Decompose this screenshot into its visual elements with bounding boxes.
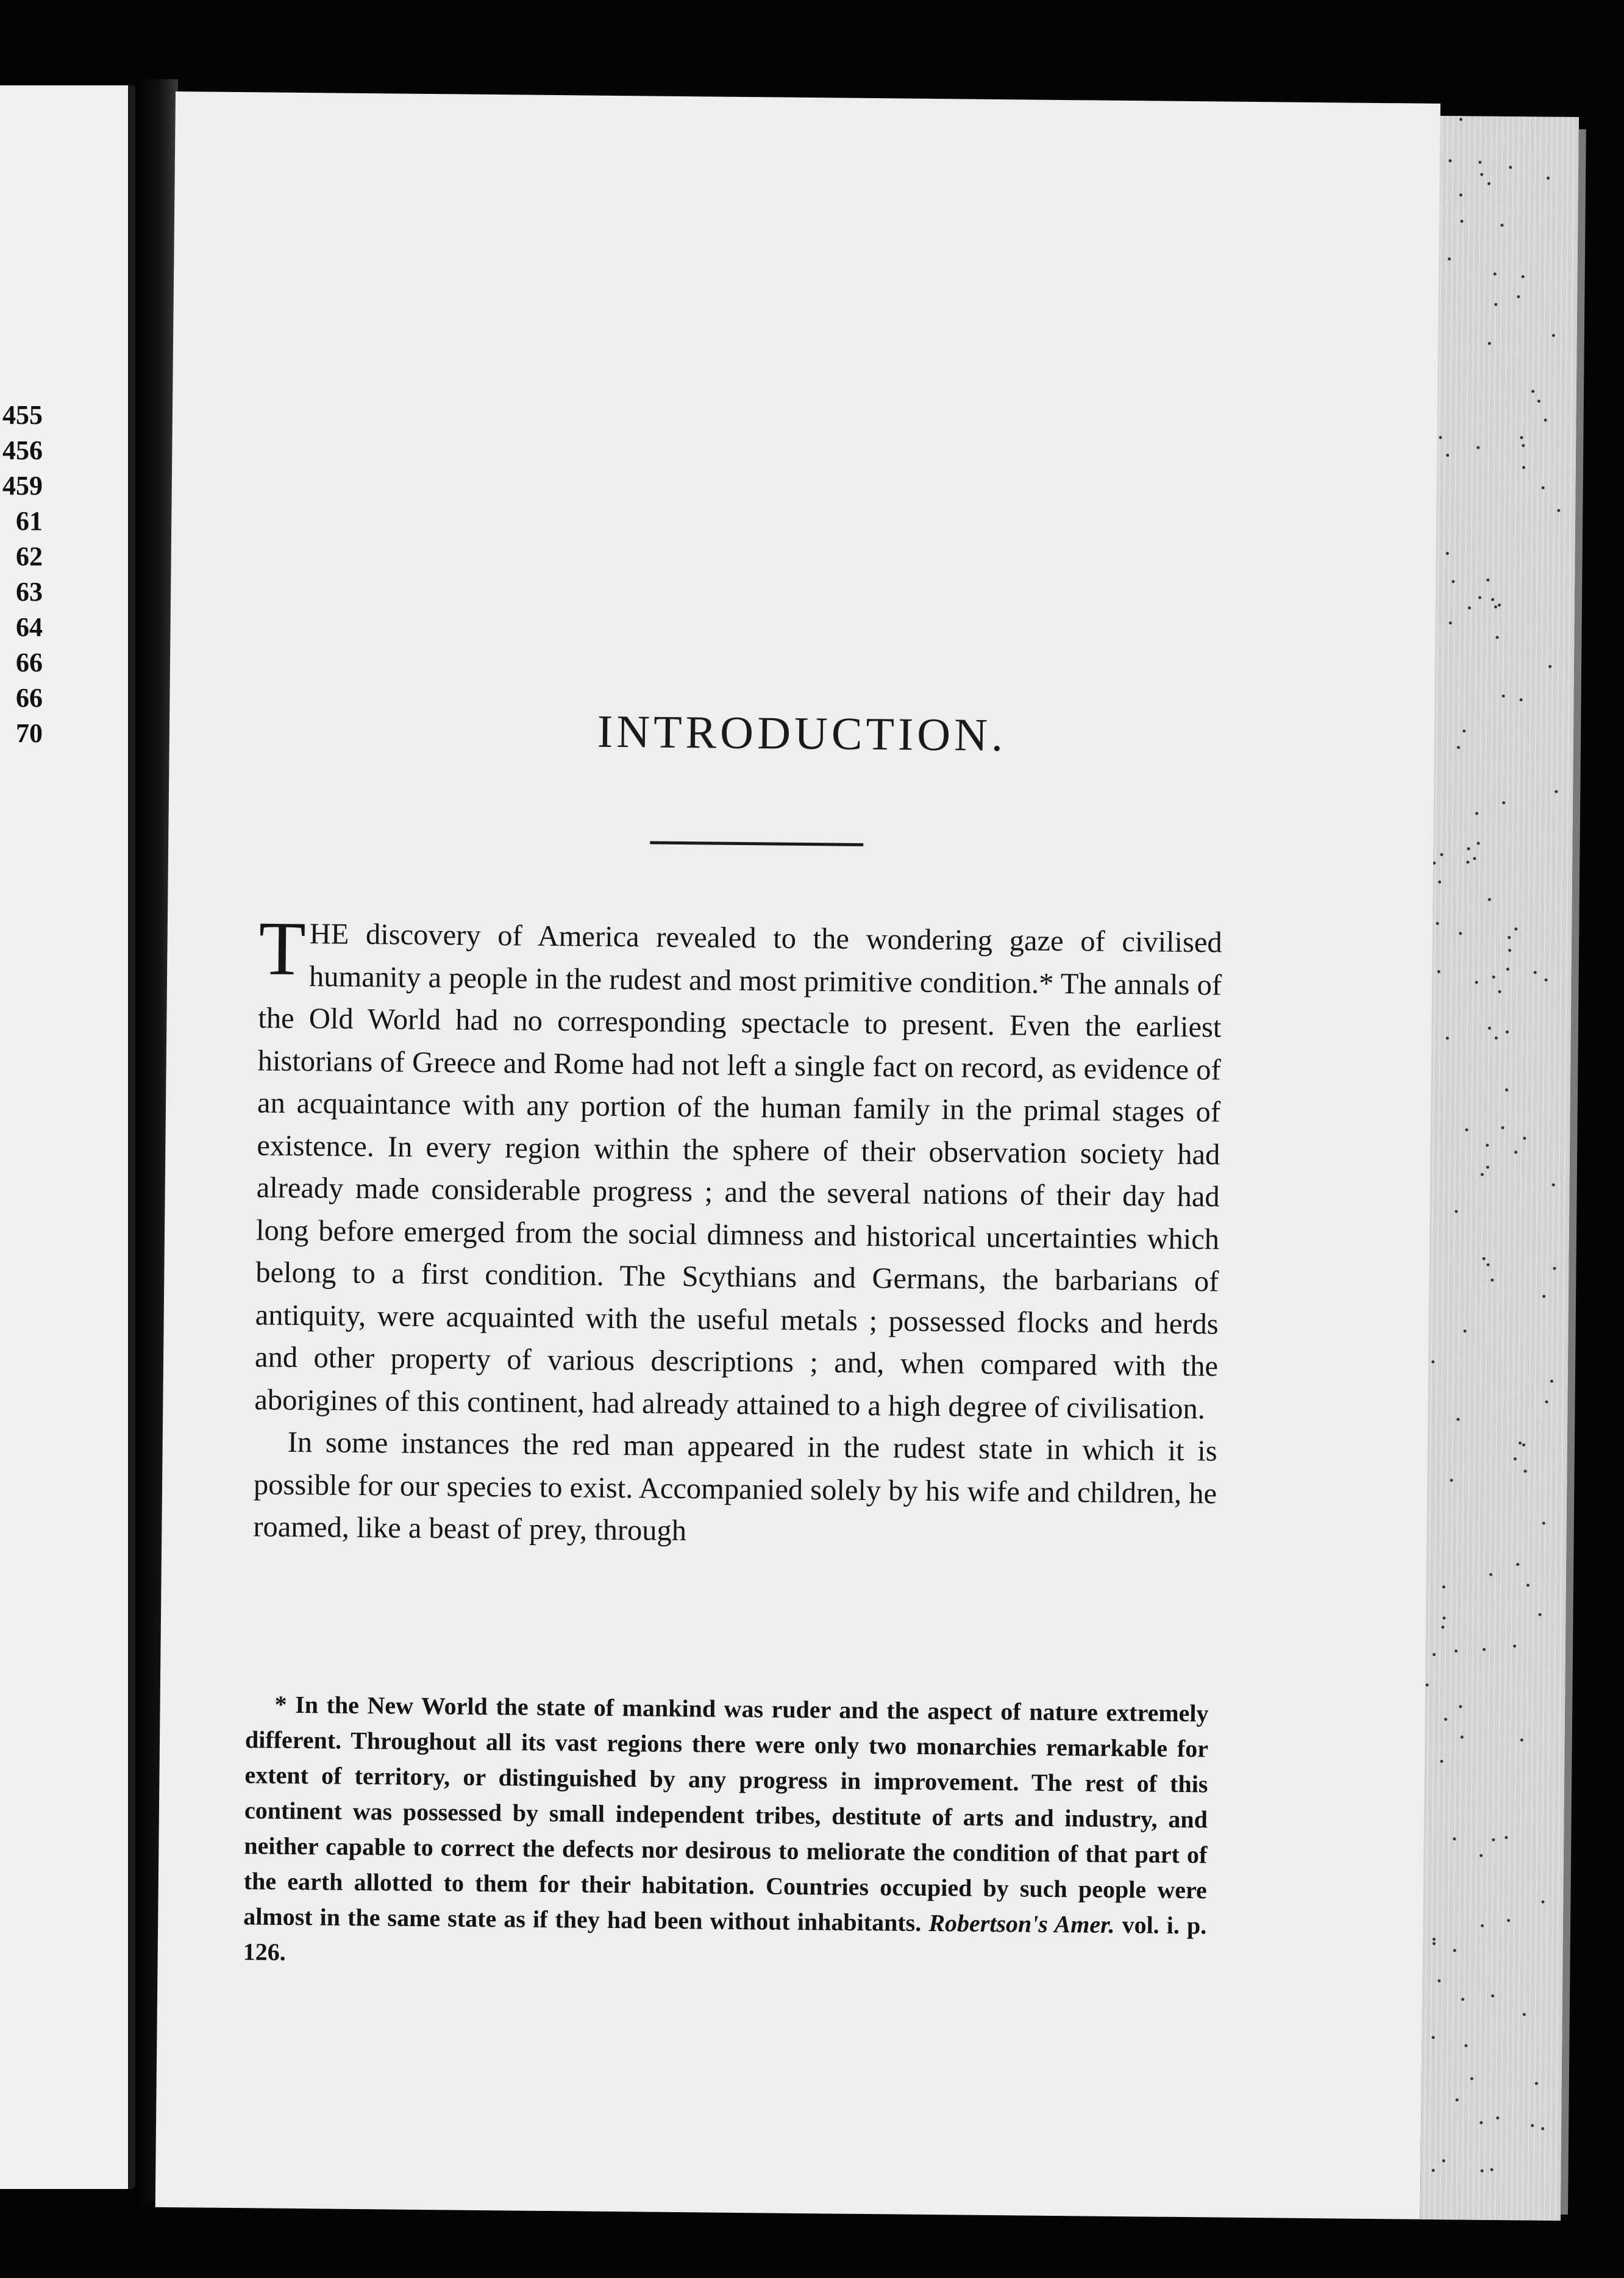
edge-speck [1523,1137,1526,1140]
page-number: 456 [2,435,43,465]
edge-speck [1548,665,1551,668]
edge-speck [1440,853,1443,856]
edge-speck [1431,1360,1434,1363]
edge-speck [1531,2124,1534,2127]
edge-speck [1456,1418,1459,1421]
edge-speck [1487,1263,1490,1266]
edge-speck [1541,2127,1544,2130]
edge-speck [1480,173,1483,176]
edge-speck [1520,436,1523,439]
edge-speck [1432,2169,1435,2172]
edge-speck [1439,436,1442,439]
page-number: 459 [2,471,43,501]
footnote-text: * In the New World the state of mankind was ruder and the aspect of nature extremely different. Throughout all its vast regions there were only two monarchies remarkable for extent of territory, or distinguished by any progress in improvement. The rest of this continent was possessed by small independent tribes, destitute of arts and industry, and neither capable to correct the defects nor desirous to meliorate the condition of that part of the earth allotted to them for their habitation. Countries occupied by such people were almost in the same state as if they had been without inhabitants. [243,1690,1209,1937]
edge-speck [1465,1128,1468,1131]
edge-speck [1541,1901,1544,1904]
edge-speck [1433,1938,1436,1941]
page-number: 64 [16,612,43,642]
edge-speck [1455,1649,1458,1652]
edge-speck [1483,1257,1486,1260]
edge-speck [1483,1648,1486,1651]
edge-speck [1437,1979,1441,1982]
edge-speck [1526,1584,1530,1587]
edge-speck [1514,1151,1517,1154]
edge-speck [1455,1210,1458,1213]
edge-speck [1531,390,1534,393]
edge-speck [1473,857,1476,860]
edge-speck [1555,790,1558,793]
page-number: 66 [16,683,43,713]
edge-speck [1523,2013,1526,2016]
footnote [243,1687,1208,1979]
edge-speck [1438,880,1441,884]
edge-speck [1464,1329,1467,1332]
edge-speck [1490,2168,1494,2171]
edge-speck [1456,2098,1459,2101]
edge-speck [1545,979,1548,982]
title-rule [650,841,863,846]
edge-speck [1498,604,1501,607]
edge-speck [1433,1942,1436,1945]
edge-speck [1442,1585,1445,1588]
previous-page [0,85,137,2189]
edge-speck [1446,454,1449,457]
edge-speck [1457,746,1460,749]
edge-speck [1466,860,1469,863]
edge-speck [1433,862,1436,865]
edge-speck [1506,1030,1509,1034]
edge-speck [1481,2169,1484,2173]
edge-speck [1475,981,1478,984]
edge-speck [1461,1735,1464,1738]
edge-speck [1486,1144,1489,1147]
edge-speck [1481,1924,1484,1927]
edge-speck [1544,419,1547,422]
edge-speck [1459,932,1462,935]
edge-speck [1494,605,1497,609]
paragraph: In some instances the red man appeared in the rudest state in which it is possible for our species to exist. Accompanied solely by his wife and children, he roamed, like a beast of prey, through [253,1426,1217,1548]
edge-speck [1513,1644,1516,1648]
edge-speck [1436,922,1439,925]
edge-speck [1505,1088,1508,1091]
edge-speck [1539,1613,1542,1616]
edge-speck [1459,193,1462,196]
edge-speck [1534,971,1537,974]
edge-speck [1453,1837,1456,1840]
edge-speck [1509,166,1512,169]
edge-speck [1444,1718,1447,1721]
edge-speck [1522,444,1525,447]
edge-speck [1552,1184,1555,1187]
edge-speck [1492,976,1495,979]
edge-speck [1488,342,1491,345]
edge-speck [1496,636,1499,639]
page-number: 455 [2,400,43,430]
edge-speck [1468,606,1471,609]
edge-speck [1448,257,1451,260]
edge-speck [1514,1457,1517,1460]
edge-speck [1547,177,1550,180]
edge-speck [1431,2036,1434,2039]
edge-speck [1449,621,1452,624]
edge-speck [1496,2116,1499,2119]
edge-speck [1491,1994,1494,1998]
edge-speck [1553,1267,1556,1270]
edge-speck [1453,1949,1456,1952]
edge-speck [1502,801,1505,804]
edge-speck [1495,1037,1498,1040]
page-number: 66 [16,648,43,677]
citation-reference: vol. i. p. 126. [243,1911,1207,1966]
edge-speck [1545,1401,1548,1404]
edge-speck [1450,1479,1453,1482]
edge-speck [1451,580,1455,583]
edge-speck [1520,698,1523,701]
chapter-title: INTRODUCTION. [597,705,1007,762]
edge-speck [1489,1573,1492,1576]
edge-speck [1459,118,1462,121]
edge-speck [1517,295,1520,298]
edge-speck [1462,729,1466,732]
edge-speck [1486,1166,1489,1169]
edge-speck [1440,1760,1443,1763]
edge-speck [1492,1838,1495,1841]
edge-speck [1433,1653,1436,1656]
edge-speck [1446,1037,1449,1040]
edge-speck [1522,466,1525,469]
edge-speck [1520,1738,1523,1741]
edge-speck [1491,598,1494,601]
edge-speck [1441,1626,1444,1629]
edge-speck [1490,1279,1494,1282]
edge-speck [1437,970,1441,973]
edge-speck [1478,161,1481,164]
edge-speck [1476,446,1480,449]
paragraph-text: HE discovery of America revealed to the wondering gaze of civilised humanity a people in the rudest and most primitive condition.* The annals of the Old World had no corresponding spectacle to present. Even the earliest historians of Greece and Rome had not left a single fact on record, as evidence of an acquaintance with any portion of the human family in the primal stages of existence. In every region within the sphere of their observation society had already made considerable progress ; and the several nations of their day had long before emerged from the social dimness and historical uncertainties which belong to a first condition. The Scythians and Germans, the barbarians of antiquity, were acquainted with the useful metals ; possessed flocks and herds and other property of various descriptions ; and, when compared with the aborigines of this continent, had already attained to a high degree of civilisation. [254,918,1222,1425]
page-number: 63 [16,577,43,607]
edge-speck [1448,159,1451,162]
edge-speck [1459,1705,1462,1708]
edge-speck [1502,694,1505,698]
edge-speck [1475,812,1478,815]
edge-speck [1480,1854,1483,1857]
edge-speck [1478,596,1481,599]
book-page [155,91,1441,2219]
edge-speck [1514,927,1517,930]
edge-speck [1464,2044,1467,2047]
edge-speck [1516,1563,1519,1566]
drop-cap: T [258,906,307,992]
page-number: 70 [16,718,43,748]
edge-speck [1542,1295,1545,1298]
edge-speck [1519,1441,1522,1444]
page-edges [1420,116,1579,2221]
edge-speck [1522,1443,1525,1446]
edge-speck [1461,1998,1464,2001]
citation-work: Robertson's Amer. [928,1908,1115,1938]
edge-speck [1426,1684,1429,1687]
edge-speck [1500,224,1503,227]
edge-speck [1507,1919,1510,1922]
edge-speck [1542,486,1545,489]
edge-speck [1508,936,1511,939]
edge-speck [1494,273,1497,276]
edge-speck [1550,1380,1553,1383]
edge-speck [1442,1616,1445,1619]
body-text [253,906,1222,1557]
edge-speck [1460,220,1463,223]
edge-speck [1487,182,1490,185]
edge-speck [1446,552,1449,555]
edge-speck [1486,579,1489,582]
page-number: 62 [16,541,43,571]
edge-speck [1467,847,1470,850]
page-number: 61 [16,506,43,536]
edge-speck [1470,2077,1473,2080]
edge-speck [1494,303,1497,306]
edge-speck [1481,1173,1484,1176]
edge-speck [1537,399,1540,402]
edge-speck [1501,1126,1505,1129]
edge-speck [1477,842,1480,845]
edge-speck [1522,275,1525,278]
edge-speck [1508,949,1511,952]
edge-speck [1535,2082,1538,2085]
edge-speck [1557,509,1560,512]
edge-speck [1524,1469,1527,1473]
edge-speck [1480,2121,1483,2124]
page-number-list [0,398,43,751]
edge-speck [1488,898,1491,901]
edge-speck [1542,1522,1545,1525]
edge-speck [1505,1836,1508,1839]
edge-speck [1506,968,1509,971]
edge-speck [1552,334,1555,337]
edge-speck [1442,2159,1445,2162]
edge-speck [1488,1027,1491,1030]
paragraph [254,906,1222,1430]
edge-speck [1498,990,1501,993]
